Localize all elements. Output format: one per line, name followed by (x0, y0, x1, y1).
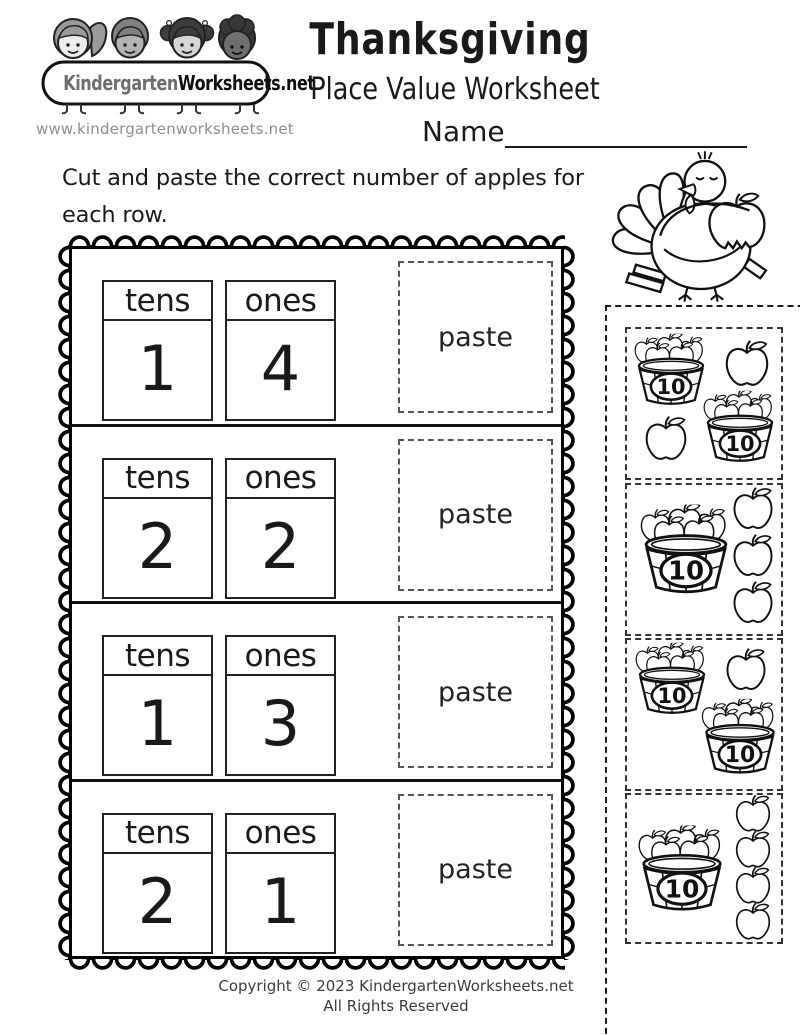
worksheet-row-4 (72, 779, 561, 957)
apple-icon (733, 866, 773, 906)
apple-basket-10-icon (697, 695, 783, 781)
copyright-line: Copyright © 2023 KindergartenWorksheets.net (218, 977, 574, 995)
scallop-border-left (56, 245, 69, 960)
apple-icon (723, 339, 771, 389)
ones-table (225, 813, 336, 954)
paste-label: paste (438, 499, 513, 530)
worksheet-frame (68, 245, 565, 960)
tens-header: tens (104, 815, 211, 854)
scallop-border-right (564, 245, 577, 960)
ones-value: 3 (260, 687, 301, 760)
logo-text-bold: Worksheets.net (177, 71, 315, 95)
name-label: Name (422, 115, 505, 148)
apple-icon (731, 486, 775, 532)
tens-table (102, 813, 213, 954)
ones-table (225, 280, 336, 421)
apple-basket-10-icon (633, 815, 731, 925)
apple-icon (731, 533, 775, 579)
instructions-line2: each row. (62, 202, 168, 228)
footer (0, 976, 792, 1016)
name-blank-line (505, 116, 747, 148)
turkey-icon (604, 146, 798, 302)
paste-box-3 (398, 616, 553, 768)
cutout-card-21 (625, 638, 783, 791)
cutout-card-13 (625, 483, 783, 636)
ones-value: 1 (260, 864, 301, 938)
ones-header: ones (227, 460, 334, 499)
site-logo (36, 8, 315, 138)
tens-value: 1 (137, 332, 178, 405)
instructions (62, 160, 622, 234)
worksheet-rows (72, 249, 561, 956)
tens-header: tens (104, 282, 211, 321)
paste-label: paste (438, 676, 513, 708)
apple-icon (733, 830, 773, 870)
apple-icon (643, 415, 689, 463)
paste-box-4 (398, 794, 553, 946)
scallop-border-top (68, 233, 565, 246)
tens-value: 2 (137, 509, 178, 583)
ones-table (225, 458, 336, 599)
page-title: Thanksgiving (309, 14, 591, 65)
name-row (422, 115, 747, 148)
ones-table (225, 635, 336, 776)
tens-header: tens (104, 460, 211, 499)
tens-table (102, 458, 213, 599)
ones-header: ones (227, 815, 334, 854)
tens-table (102, 635, 213, 776)
worksheet-row-3 (72, 601, 561, 779)
apple-basket-10-icon (635, 495, 737, 607)
paste-box-1 (398, 261, 553, 413)
tens-value: 2 (137, 864, 178, 938)
ones-value: 4 (260, 332, 301, 405)
paste-box-2 (398, 439, 553, 591)
ones-header: ones (227, 637, 334, 676)
page-subtitle: Place Value Worksheet (310, 72, 600, 107)
apple-icon (731, 580, 775, 626)
cutout-card-22 (625, 327, 783, 480)
apple-icon (724, 647, 768, 693)
paste-label: paste (438, 854, 513, 885)
tens-header: tens (104, 637, 211, 676)
cutout-card-14 (625, 793, 783, 944)
apple-basket-10-icon (699, 389, 781, 467)
ones-value: 2 (260, 509, 301, 583)
tens-value: 1 (137, 687, 178, 760)
kids-logo-icon (40, 8, 272, 118)
paste-label: paste (438, 321, 513, 353)
logo-url: www.kindergartenworksheets.net (36, 120, 294, 138)
rights-line: All Rights Reserved (323, 997, 469, 1015)
instructions-line1: Cut and paste the correct number of apples for (62, 165, 584, 191)
worksheet-row-2 (72, 424, 561, 602)
apple-icon (733, 902, 773, 942)
worksheet-row-1 (72, 249, 561, 424)
scallop-border-bottom (68, 959, 565, 972)
tens-table (102, 280, 213, 421)
apple-icon (733, 794, 773, 834)
logo-wordmark (63, 71, 315, 95)
ones-header: ones (227, 282, 334, 321)
logo-text-light: Kindergarten (63, 71, 178, 95)
